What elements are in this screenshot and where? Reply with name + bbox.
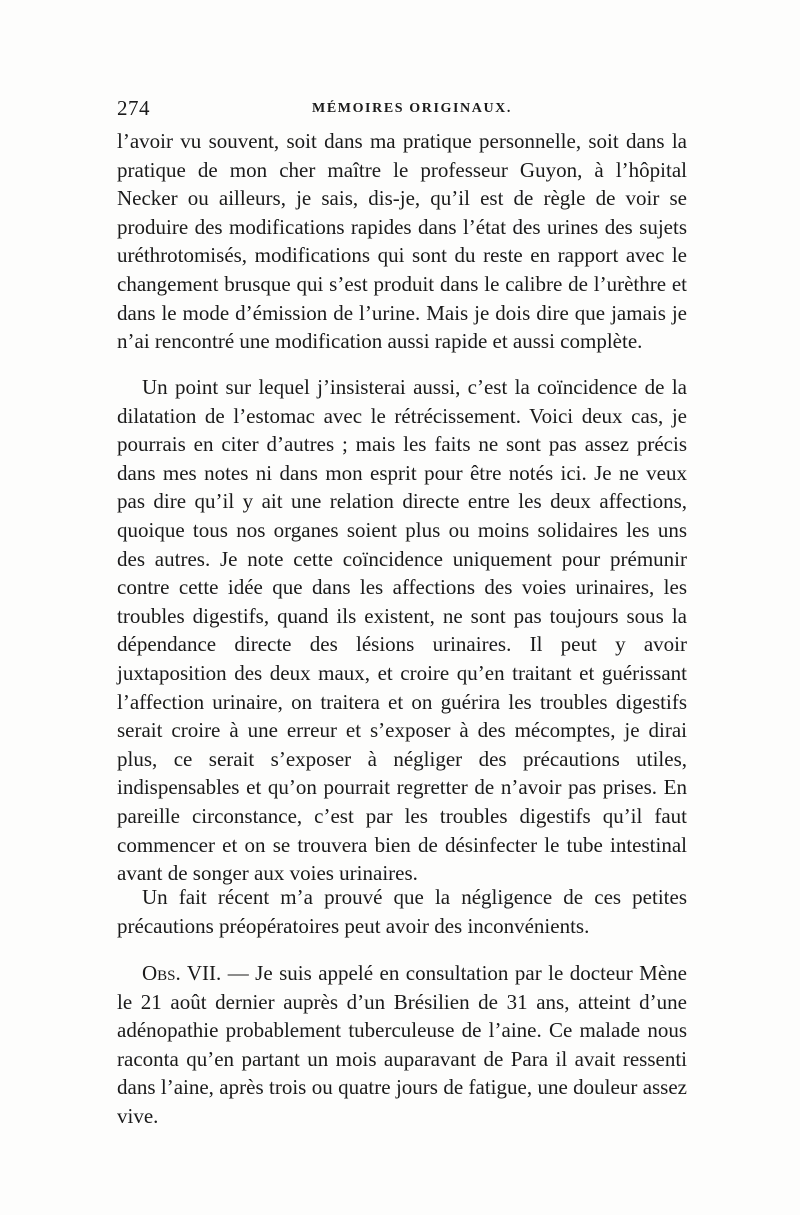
observation-paragraph bbox=[117, 959, 687, 1131]
paragraph-text: Un fait récent m’a prouvé que la négligence de ces petites précautions préopératoires peut avoir des inconvénients. bbox=[117, 885, 687, 938]
paragraph-recent-fact bbox=[117, 883, 687, 940]
observation-body: — Je suis appelé en consultation par le docteur Mène le 21 août dernier auprès d’un Brésilien de 31 ans, atteint d’une adénopathie probablement tuberculeuse de l’aine. Ce malade nous raconta qu’en partant un mois auparavant de Para il avait ressenti dans l’aine, après trois ou quatre jours de fatigue, une douleur assez vive. bbox=[117, 961, 687, 1128]
observation-label: Obs. VII. bbox=[142, 961, 222, 985]
paragraph-coincidence bbox=[117, 373, 687, 888]
observation-text bbox=[117, 959, 687, 1131]
running-title: MÉMOIRES ORIGINAUX. bbox=[312, 101, 512, 116]
page-header bbox=[117, 96, 687, 126]
paragraph-text: l’avoir vu souvent, soit dans ma pratique personnelle, soit dans la pratique de mon cher maître le professeur Guyon, à l’hôpital Necker ou ailleurs, je sais, dis-je, qu’il est de règle de voir se produire des modifications rapides dans l’état des urines des sujets uréthrotomisés, modifications qui sont du reste en rapport avec le changement brusque qui s’est produit dans le calibre de l’urèthre et dans le mode d’émission de l’urine. Mais je dois dire que jamais je n’ai rencontré une modification aussi rapide et aussi complète. bbox=[117, 129, 687, 354]
page-number: 274 bbox=[117, 96, 150, 120]
paragraph-continuation bbox=[117, 127, 687, 356]
paragraph-text: Un point sur lequel j’insisterai aussi, c’est la coïncidence de la dilatation de l’estomac avec le rétrécissement. Voici deux cas, je pourrais en citer d’autres ; mais les faits ne sont pas assez précis dans mes notes ni dans mon esprit pour être notés ici. Je ne veux pas dire qu’il y ait une relation directe entre les deux affections, quoique tous nos organes soient plus ou moins solidaires les uns des autres. Je note cette coïncidence uniquement pour prémunir contre cette idée que dans les affections des voies urinaires, les troubles digestifs, quand ils existent, ne sont pas toujours sous la dépendance directe des lésions urinaires. Il peut y avoir juxtaposition des deux maux, et croire qu’en traitant et guérissant l’affection urinaire, on traitera et on guérira les troubles digestifs serait croire à une erreur et s’exposer à des mécomptes, je dirai plus, ce serait s’exposer à négliger des précautions utiles, indispensables et qu’on pourrait regretter de n’avoir pas prises. En pareille circonstance, c’est par les troubles digestifs qu’il faut commencer et on se trouvera bien de désinfecter le tube intestinal avant de songer aux voies urinaires. bbox=[117, 375, 687, 886]
